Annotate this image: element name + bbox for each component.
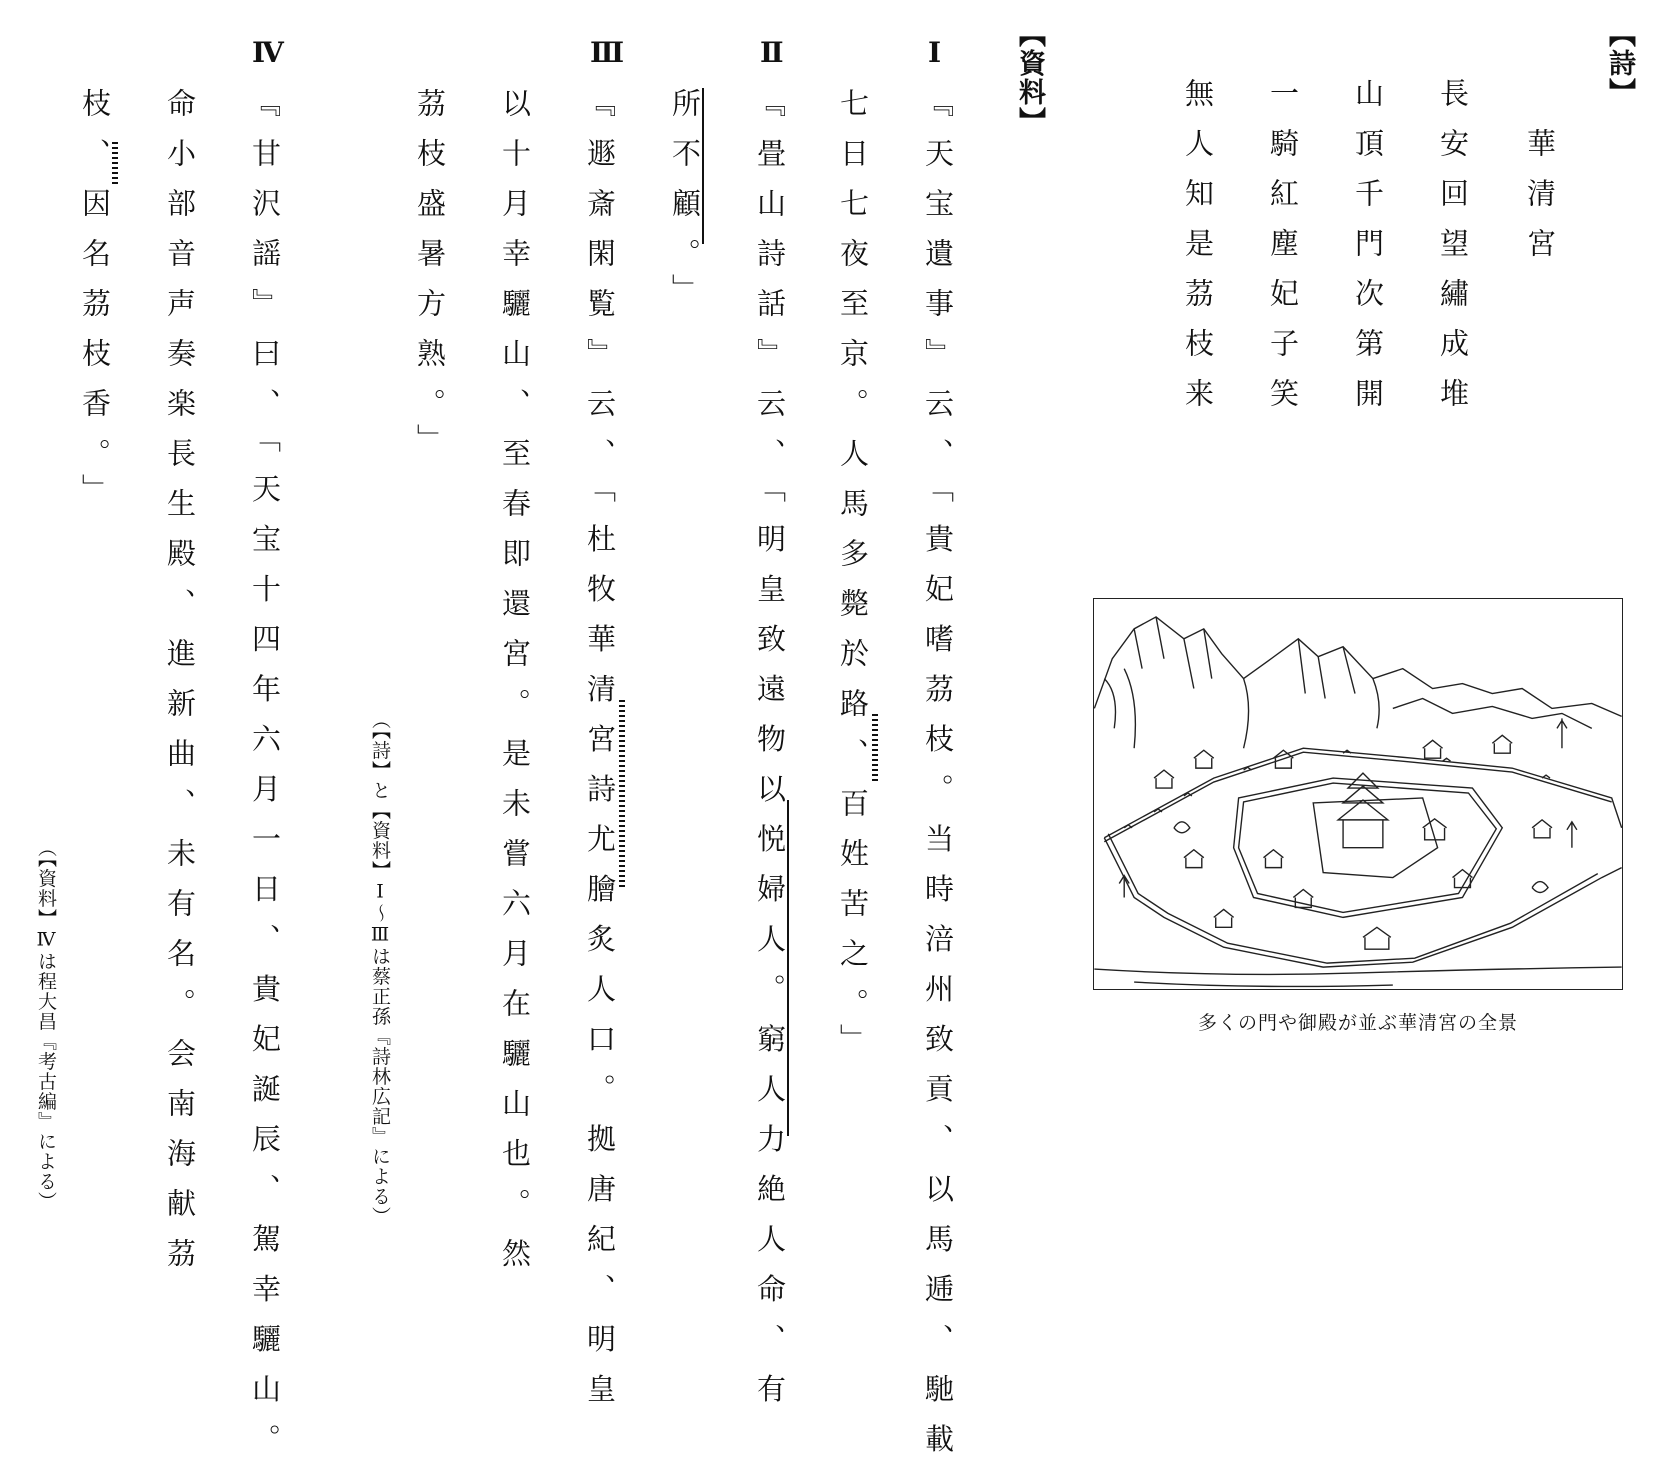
- source-note-1-3: （【詩】と【資料】Ⅰ〜Ⅲは蔡正孫『詩林広記』による）: [369, 710, 391, 1227]
- wavy-underline-a: [872, 714, 878, 784]
- figure-caption: 多くの門や御殿が並ぶ華清宮の全景: [1197, 1012, 1518, 1034]
- poem-line-4: 無人知是茘枝来: [1181, 78, 1215, 428]
- section-4-col-3: 枝、因名茘枝香。」: [78, 88, 112, 524]
- section-2-numeral: Ⅱ: [760, 36, 782, 69]
- poem-header: 【詩】: [1604, 20, 1635, 107]
- section-4-numeral: Ⅳ: [252, 36, 282, 69]
- section-3-numeral: Ⅲ: [590, 36, 623, 69]
- section-1-col-1: 『天宝遺事』云、「貴妃嗜茘枝。当時涪州致貢、以馬逓、馳載: [921, 88, 955, 1474]
- section-3-col-1: 『遯斎閑覧』云、「杜牧華清宮詩尤膾炙人口。拠唐紀、明皇: [583, 88, 617, 1424]
- section-2-col-1: 『畳山詩話』云、「明皇致遠物以悦婦人。窮人力絶人命、有: [753, 88, 787, 1424]
- section-2-col-2: 所不顧。」: [668, 88, 702, 324]
- section-3-col-2: 以十月幸驪山、至春即還宮。是未嘗六月在驪山也。然: [498, 88, 532, 1288]
- poem-line-1: 長安回望繡成堆: [1436, 78, 1470, 428]
- huaqing-palace-illustration: [1093, 598, 1623, 990]
- section-3-col-3: 茘枝盛暑方熟。」: [413, 88, 447, 474]
- section-4-col-2: 命小部音声奏楽長生殿、進新曲、未有名。会南海献茘: [163, 88, 197, 1288]
- section-4-col-1: 『甘沢謡』曰、「天宝十四年六月一日、貴妃誕辰、駕幸驪山。: [248, 88, 282, 1474]
- poem-title: 華清宮: [1523, 128, 1557, 278]
- poem-line-3: 一騎紅塵妃子笑: [1266, 78, 1300, 428]
- wavy-underline-u: [112, 142, 118, 184]
- section-1-numeral: Ⅰ: [928, 36, 940, 69]
- source-note-4: （【資料】Ⅳは程大昌『考古編』による）: [35, 838, 57, 1212]
- sideline-ii-1: [787, 800, 789, 1136]
- sideline-ii-2: [702, 88, 704, 244]
- section-1-col-2: 七日七夜至京。人馬多斃於路、百姓苦之。」: [836, 88, 870, 1074]
- poem-line-2: 山頂千門次第開: [1351, 78, 1385, 428]
- wavy-underline-i: [619, 700, 625, 890]
- materials-header: 【資料】: [1014, 20, 1045, 136]
